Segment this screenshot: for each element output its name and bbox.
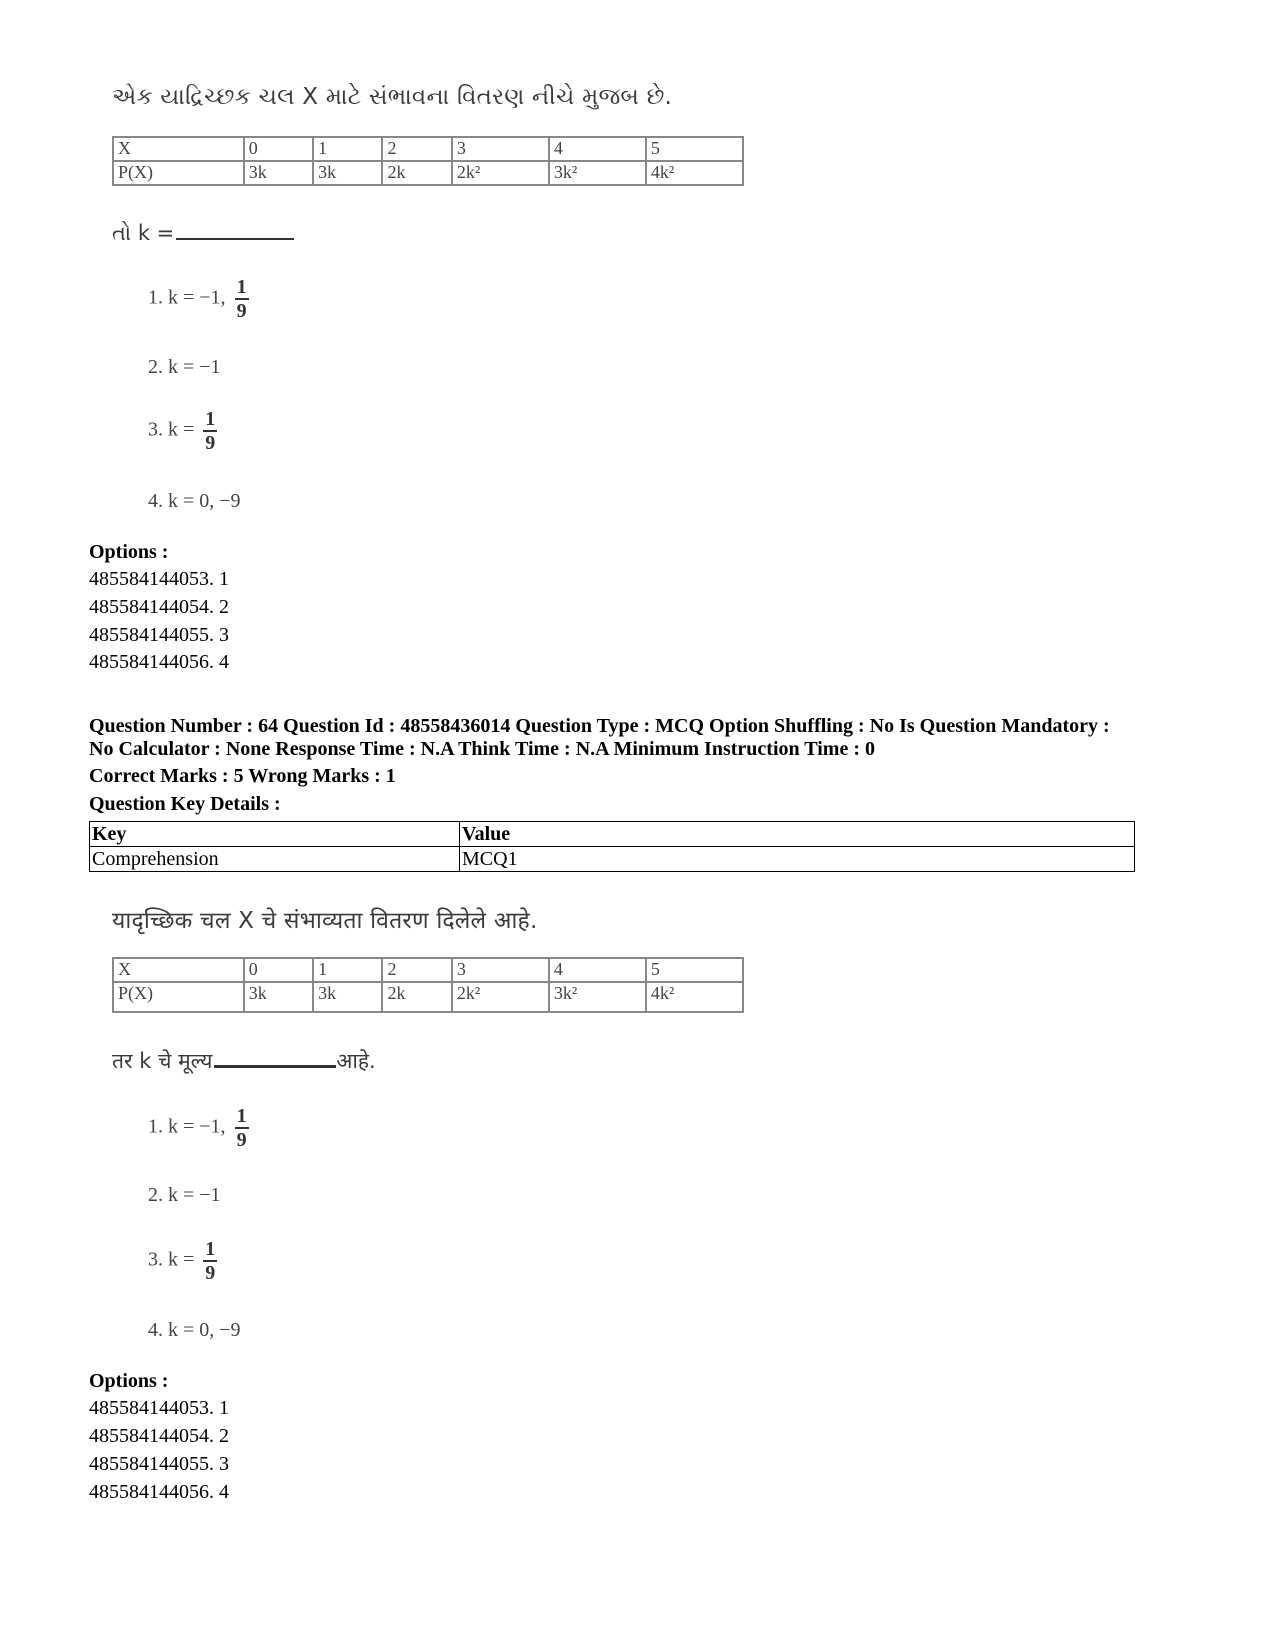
table-cell: 3k [313, 161, 382, 185]
choice-1 [148, 276, 249, 322]
question-meta-line2: No Calculator : None Response Time : N.A Think Time : N.A Minimum Instruction Time : 0 [89, 738, 875, 760]
fraction [235, 1105, 249, 1151]
choice-3 [148, 1238, 217, 1284]
numerator: 1 [205, 408, 216, 430]
numerator: 1 [236, 1105, 247, 1127]
numerator: 1 [205, 1238, 216, 1260]
table-cell: 5 [646, 958, 743, 982]
fraction [203, 408, 217, 454]
table-cell: 4k² [646, 982, 743, 1012]
prompt-suffix: आहे. [336, 1049, 376, 1073]
table-cell: 4 [549, 958, 646, 982]
table-cell: 2k² [452, 982, 549, 1012]
option-item: 485584144054. 2 [89, 596, 229, 618]
denominator: 9 [205, 1262, 216, 1284]
numerator: 1 [236, 276, 247, 298]
choice-1 [148, 1105, 249, 1151]
table-cell: P(X) [113, 982, 244, 1012]
table-cell: 3 [452, 958, 549, 982]
key-details-heading: Question Key Details : [89, 793, 281, 815]
question-meta-line1: Question Number : 64 Question Id : 48558436014 Question Type : MCQ Option Shuffling : No Is Question Mandatory : [89, 715, 1110, 737]
table-header-cell: Value [460, 822, 1135, 847]
table-cell: 3k² [549, 982, 646, 1012]
choice-prefix: 3. k = [148, 418, 195, 441]
choice-2: 2. k = −1 [148, 356, 221, 378]
table-cell: 0 [244, 137, 313, 161]
question-prompt-1 [112, 220, 294, 246]
table-cell: Comprehension [90, 847, 460, 872]
answer-blank [214, 1047, 336, 1068]
options-heading: Options : [89, 541, 169, 563]
choice-3 [148, 408, 217, 454]
table-header-cell: Key [90, 822, 460, 847]
table-cell: 2k² [452, 161, 549, 185]
option-item: 485584144055. 3 [89, 1453, 229, 1475]
distribution-table-1 [112, 136, 744, 186]
table-cell: 0 [244, 958, 313, 982]
option-item: 485584144056. 4 [89, 1481, 229, 1503]
table-cell: 4 [549, 137, 646, 161]
distribution-value-row [113, 982, 743, 1012]
table-cell: 3k [313, 982, 382, 1012]
option-item: 485584144055. 3 [89, 624, 229, 646]
denominator: 9 [236, 1129, 247, 1151]
table-cell: P(X) [113, 161, 244, 185]
fraction [203, 1238, 217, 1284]
table-cell: 2 [382, 958, 451, 982]
table-cell: 4k² [646, 161, 743, 185]
table-cell: 3 [452, 137, 549, 161]
question-image-1-intro: એક યાદ્રિચ્છક ચલ X માટે સંભાવના વિતરણ નીચે મુજબ છે. [112, 84, 673, 110]
prompt-text: તો k = [112, 221, 175, 245]
table-cell: 2 [382, 137, 451, 161]
choice-4: 4. k = 0, −9 [148, 490, 241, 512]
distribution-header-row [113, 958, 743, 982]
table-cell: 2k [382, 161, 451, 185]
options-heading: Options : [89, 1370, 169, 1392]
table-cell: MCQ1 [460, 847, 1135, 872]
table-cell: 3k [244, 161, 313, 185]
choice-prefix: 1. k = −1, [148, 286, 226, 309]
option-item: 485584144053. 1 [89, 1397, 229, 1419]
denominator: 9 [205, 432, 216, 454]
prompt-text: तर k चे मूल्य [112, 1049, 213, 1073]
table-cell: X [113, 137, 244, 161]
denominator: 9 [236, 300, 247, 322]
question-prompt-2 [112, 1047, 376, 1075]
table-cell: 2k [382, 982, 451, 1012]
table-cell: 1 [313, 958, 382, 982]
option-item: 485584144056. 4 [89, 651, 229, 673]
choice-prefix: 3. k = [148, 1248, 195, 1271]
option-item: 485584144053. 1 [89, 568, 229, 590]
table-row [90, 847, 1135, 872]
choice-4: 4. k = 0, −9 [148, 1319, 241, 1341]
choice-2: 2. k = −1 [148, 1184, 221, 1206]
distribution-header-row [113, 137, 743, 161]
option-item: 485584144054. 2 [89, 1425, 229, 1447]
table-cell: 5 [646, 137, 743, 161]
distribution-value-row [113, 161, 743, 185]
fraction [235, 276, 249, 322]
question-image-2-intro: यादृच्छिक चल X चे संभाव्यता वितरण दिलेले आहे. [112, 908, 538, 934]
table-header-row [90, 822, 1135, 847]
table-cell: 3k² [549, 161, 646, 185]
distribution-table-2 [112, 957, 744, 1013]
marks-line: Correct Marks : 5 Wrong Marks : 1 [89, 765, 396, 787]
choice-prefix: 1. k = −1, [148, 1115, 226, 1138]
table-cell: 3k [244, 982, 313, 1012]
answer-blank [176, 220, 294, 240]
key-details-table [89, 821, 1135, 872]
table-cell: 1 [313, 137, 382, 161]
table-cell: X [113, 958, 244, 982]
